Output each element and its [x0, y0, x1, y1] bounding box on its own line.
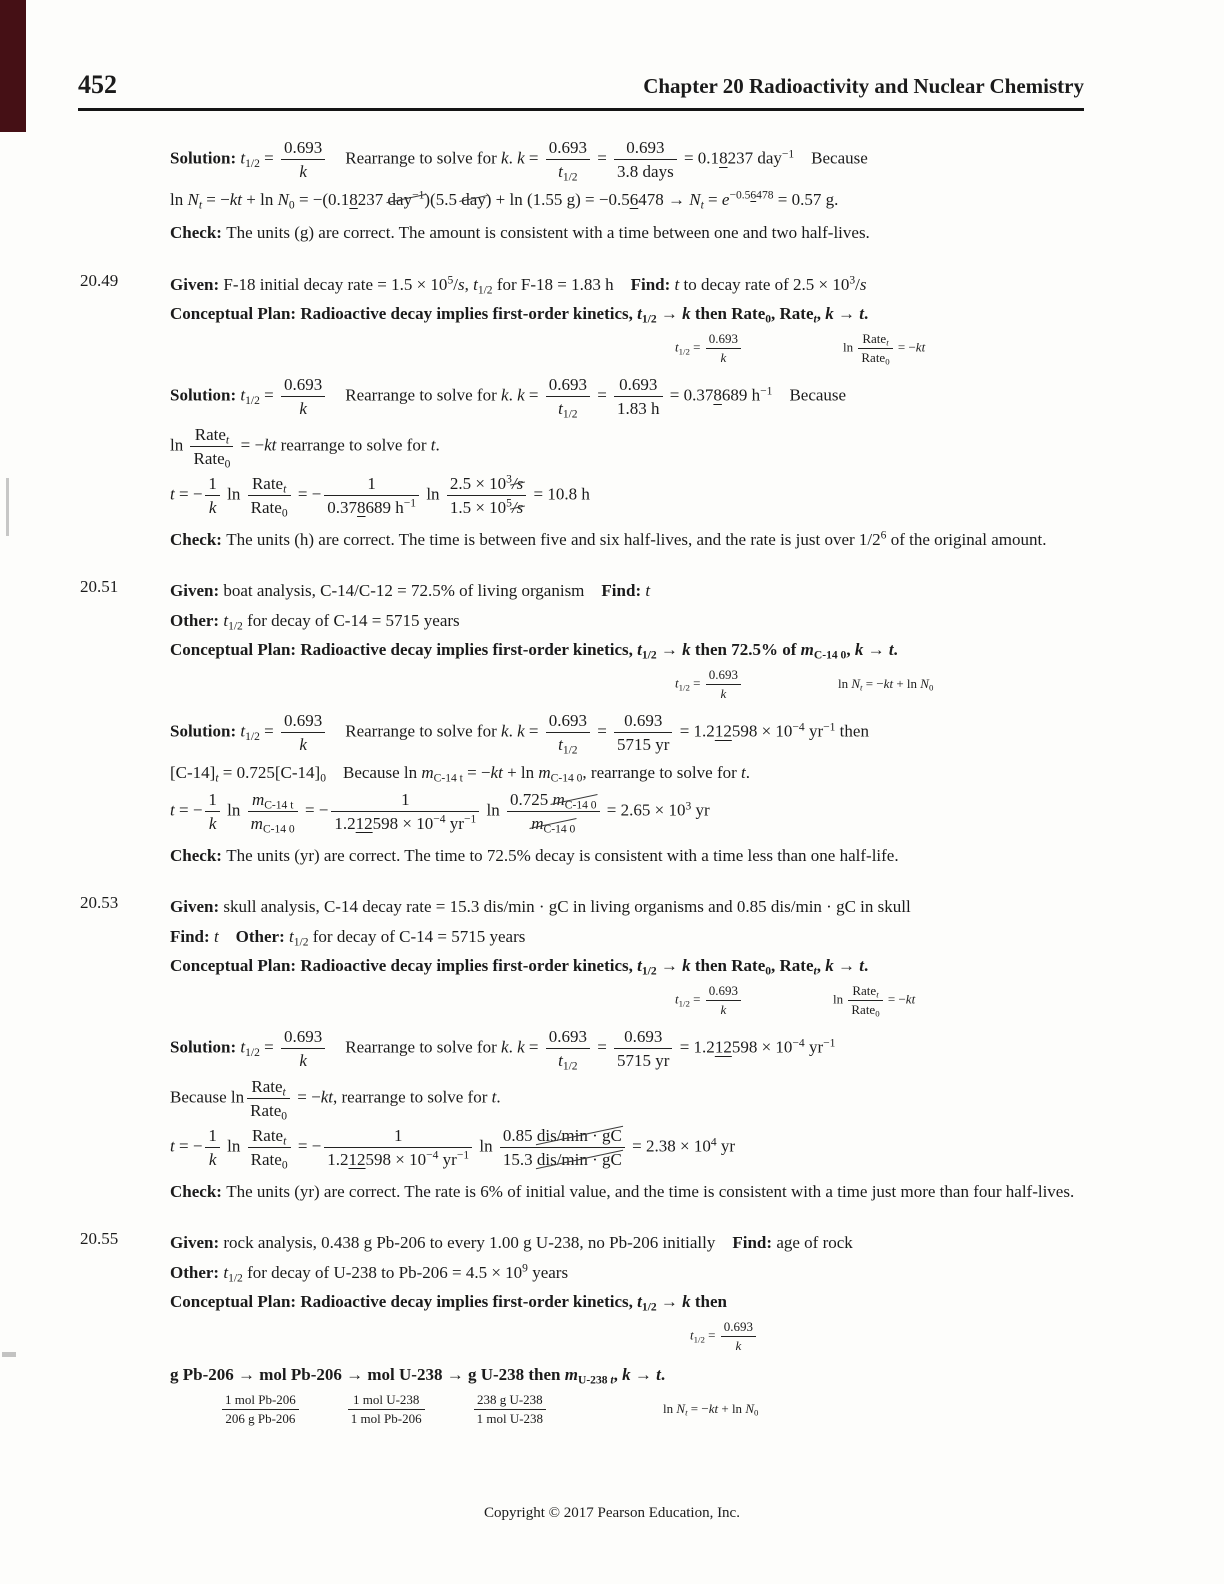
solution-line: Solution: $t_{1/2}$ = $\frac{0.693}{k}$ Rearrange to solve for k. k = $\frac{0.693}{t_{1/2}}$ = $\frac{0.693}{5715 yr}$ = $1.212598 \times 10^{-4}$ $yr^{-1}$ then: [170, 711, 869, 757]
problem-body: [170, 890, 1089, 1208]
problem-20-53: [80, 890, 1089, 1208]
given-find-line: Given: boat analysis, C-14/C-12 = 72.5% of living organism Find: t: [170, 581, 651, 600]
problem-body: [170, 268, 1089, 557]
chapter-title: Radioactivity and Nuclear Chemistry: [743, 74, 1084, 98]
plan-formula-halflife: $t_{1/2}$ = $\frac{0.693}{k}$: [675, 667, 743, 703]
page-header: [78, 70, 1084, 111]
conceptual-plan-line: Conceptual Plan: Radioactive decay implies first-order kinetics, $t_{1/2} \to k$ then 72.5% of $m_{C-14 0}$, k → t.: [170, 640, 898, 662]
find-other-line: Find: t Other: $t_{1/2}$ for decay of C-14 = 5715 years: [170, 926, 526, 948]
problem-body: [170, 1226, 1089, 1435]
solution-line: Solution: $t_{1/2}$ = $\frac{0.693}{k}$ Rearrange to solve for k. k = $\frac{0.693}{t_{1/2}}$ = $\frac{0.693}{5715 yr}$ = $1.212598 \times 10^{-4}$ $yr^{-1}$: [170, 1027, 836, 1073]
conceptual-plan-line: Conceptual Plan: Radioactive decay implies first-order kinetics, $t_{1/2} \to k$ then Rate$_0$, Rate$_t$, k → t.: [170, 304, 869, 326]
equation-line: $[C-14]_t = 0.725[C-14]_0$ Because $\ln m_{C-14 t} = -kt + \ln m_{C-14 0}$, rearrange to solve for t.: [170, 762, 751, 784]
plan-formula-row: [170, 1319, 1089, 1355]
scan-artifact-red-strip: [0, 0, 26, 132]
other-line: Other: $t_{1/2}$ for decay of C-14 = 5715 years: [170, 610, 460, 632]
solution-line: Solution: $t_{1/2}$ = $\frac{0.693}{k}$ Rearrange to solve for k. k = $\frac{0.693}{t_{1/2}}$ = $\frac{0.693}{1.83 h}$ = 0.378689 $h^{-1}$ Because: [170, 375, 847, 421]
result-line: t = − $\frac{1}{k}$ ln $\frac{m_{C-14 t}}{m_{C-14 0}}$ = − $\frac{1}{1.212598 \times 10^{-4} yr^{-1}}$ ln $\frac{0.725 m_{C-14 0}}{m_{C-14 0}}$ = $2.65 \times 10^3$ yr: [170, 790, 710, 836]
plan-formula-halflife: $t_{1/2}$ = $\frac{0.693}{k}$: [675, 983, 743, 1019]
problem-20-51: [80, 574, 1089, 872]
conceptual-plan-line: Conceptual Plan: Radioactive decay implies first-order kinetics, $t_{1/2} \to k$ then: [170, 1292, 728, 1314]
factor-mol-u238: $\frac{\text{1 mol U-238}}{\text{1 mol Pb-206}}$: [346, 1392, 427, 1428]
running-head: [643, 74, 1084, 99]
result-line: t = − $\frac{1}{k}$ ln $\frac{Rate_t}{Rate_0}$ = − $\frac{1}{1.212598 \times 10^{-4} yr^{-1}}$ ln $\frac{\text{0.85 dis/min · gC}}{\text{15.3 dis/min · gC}}$ = $2.38 \times 10^4$ yr: [170, 1126, 736, 1172]
problem-body: [170, 574, 1089, 872]
problem-number: 20.55: [80, 1229, 119, 1248]
problem-continuation: [80, 133, 1089, 250]
scan-artifact-edge-mark: [6, 478, 9, 536]
plan-formula-lnN: $\ln N_t = -kt + \ln N_0$: [838, 676, 934, 693]
scan-artifact-bottom-mark: [2, 1352, 16, 1357]
plan-formula-row: [170, 983, 1089, 1019]
problem-20-55: [80, 1226, 1089, 1435]
check-line: Check: The units (yr) are correct. The rate is 6% of initial value, and the time is consistent with a time just more than four half-lives.: [170, 1181, 1075, 1201]
plan-formula-row: [170, 331, 1089, 367]
problem-body: [170, 133, 1089, 250]
page-number: 452: [78, 70, 117, 99]
equation-line: ln $\frac{Rate_t}{Rate_0}$ = −kt rearrange to solve for t.: [170, 424, 440, 471]
plan-formula-row: [170, 667, 1089, 703]
check-line: Check: The units (g) are correct. The amount is consistent with a time between one and two half-lives.: [170, 223, 870, 242]
conceptual-plan-line: Conceptual Plan: Radioactive decay implies first-order kinetics, $t_{1/2} \to k$ then Rate$_0$, Rate$_t$, k → t.: [170, 956, 869, 978]
solution-line: Solution: $t_{1/2}$ = $\frac{0.693}{k}$ Rearrange to solve for k. k = $\frac{0.693}{t_{1/2}}$ = $\frac{0.693}{\text{3.8 days}}$ = 0.18237 day$^{-1}$ Because: [170, 138, 868, 184]
problem-number: 20.51: [80, 577, 119, 596]
chapter-label: Chapter 20: [643, 74, 744, 98]
problem-number: 20.49: [80, 270, 119, 290]
conversion-plan-line: g Pb-206 → mol Pb-206 → mol U-238 → g U-238 then $m_{U-238 t}$, k → t.: [170, 1365, 666, 1387]
given-line: Given: skull analysis, C-14 decay rate = 15.3 dis/min · gC in living organisms and 0.85 dis/min · gC in skull: [170, 897, 911, 916]
problem-number: 20.53: [80, 893, 119, 912]
plan-formula-halflife: $t_{1/2}$ = $\frac{0.693}{k}$: [675, 331, 743, 367]
plan-formula-halflife: $t_{1/2}$ = $\frac{0.693}{k}$: [690, 1319, 758, 1355]
other-line: Other: $t_{1/2}$ for decay of U-238 to $Pb-206 = 4.5 \times 10^9$ years: [170, 1261, 569, 1284]
plan-formula-rate: ln $\frac{Rate_t}{Rate_0}$ = −kt: [843, 330, 926, 367]
check-line: Check: The units (h) are correct. The time is between five and six half-lives, and the rate is just over $1/2^6$ of the original amount.: [170, 528, 1047, 549]
solutions-list: [0, 111, 1224, 1435]
factor-g-u238: $\frac{\text{238 g U-238}}{\text{1 mol U-238}}$: [472, 1392, 548, 1428]
page-footer: [0, 1505, 1224, 1522]
copyright-text: Copyright © 2017 Pearson Education, Inc.: [484, 1505, 740, 1521]
problem-20-49: [80, 268, 1089, 557]
equation-line: Because ln $\frac{Rate_t}{Rate_0}$ = −kt, rearrange to solve for t.: [170, 1076, 501, 1123]
result-line: t = − $\frac{1}{k}$ ln $\frac{Rate_t}{Rate_0}$ = − $\frac{1}{0.378689 h^{-1}}$ ln $\frac{2.5 \times 10^3/s}{1.5 \times 10^5/s}$ = 10.8 h: [170, 472, 590, 520]
plan-formula-rate: ln $\frac{Rate_t}{Rate_0}$ = −kt: [833, 982, 916, 1019]
problem-number-blank: [80, 133, 170, 250]
equation-line: $\ln N_t = -kt + \ln N_0 = -(0.18237$ day$^{-1}$)(5.5 day) + ln (1.55 $g) = -0.56478 \to N_t = e^{-0.56478} = 0.57$ g.: [170, 188, 839, 211]
check-line: Check: The units (yr) are correct. The time to 72.5% decay is consistent with a time less than one half-life.: [170, 845, 899, 865]
factor-lnN-formula: $\ln N_t = -kt + \ln N_0$: [663, 1401, 759, 1418]
given-find-line: Given: F-18 initial decay rate = $1.5 \times 10^5/s$, $t_{1/2}$ for F-18 = 1.83 h Find: t to decay rate of $2.5 \times 10^3/s$: [170, 273, 867, 296]
factor-mol-pb206: $\frac{\text{1 mol Pb-206}}{\text{206 g Pb-206}}$: [220, 1392, 301, 1428]
given-find-line: Given: rock analysis, 0.438 g Pb-206 to every 1.00 g U-238, no Pb-206 initially Find: age of rock: [170, 1233, 853, 1252]
conversion-factor-row: [170, 1392, 1089, 1428]
